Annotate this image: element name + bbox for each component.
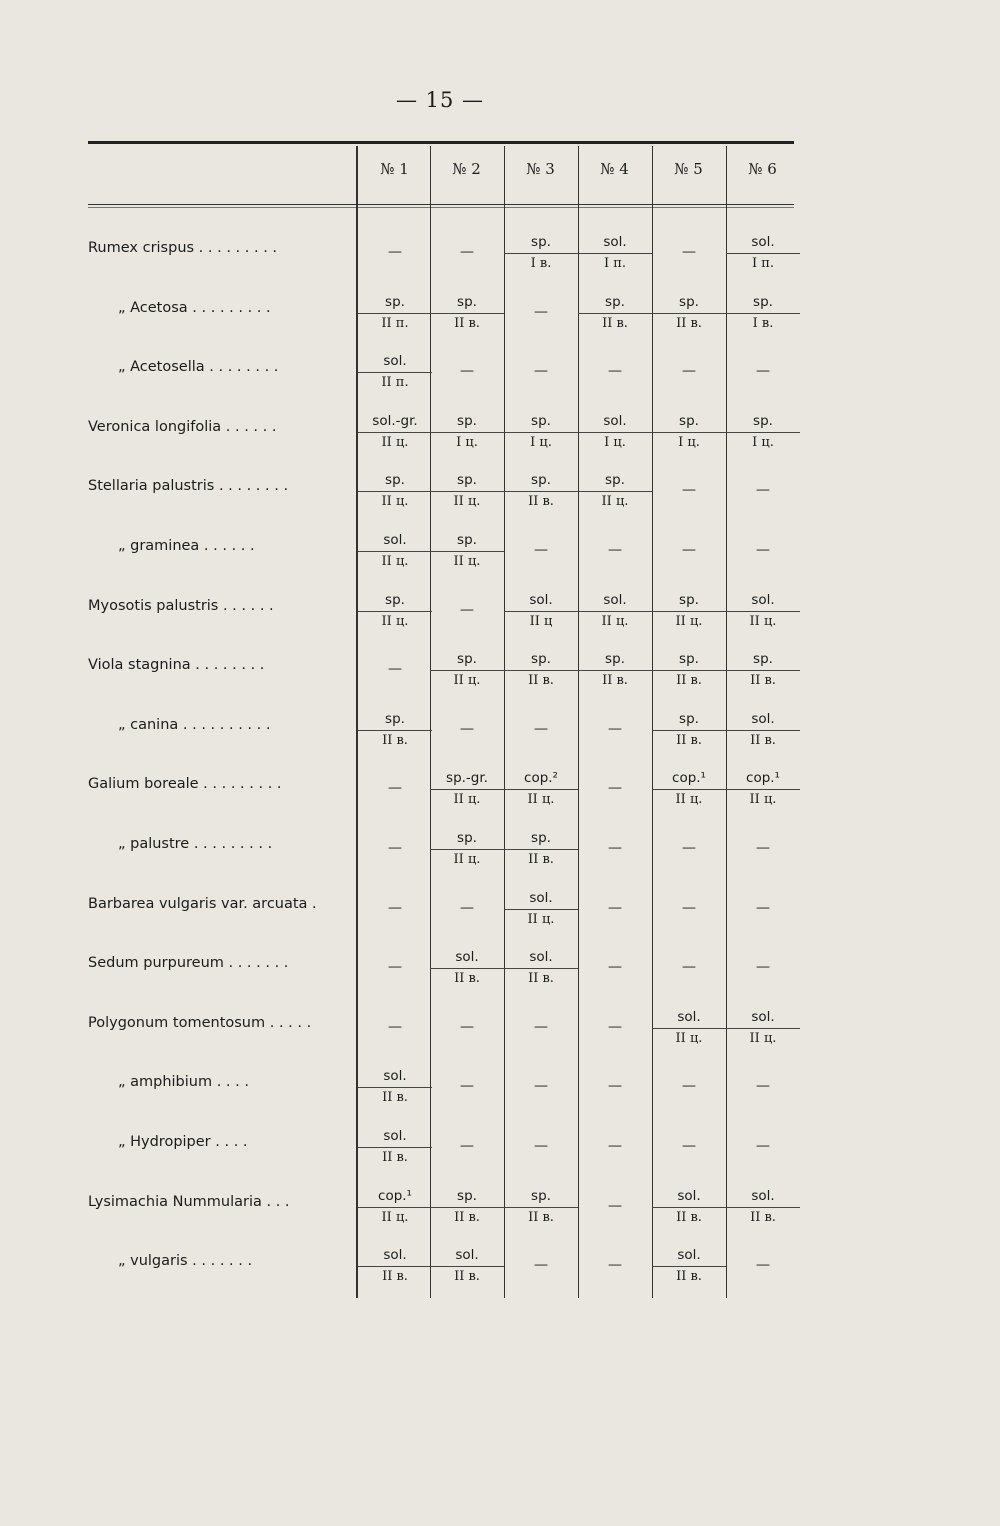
absent-dash: — xyxy=(608,1078,622,1095)
phenology-value: II ц. xyxy=(675,792,703,808)
absent-dash: — xyxy=(534,1257,548,1274)
table-cell xyxy=(578,1126,652,1168)
table-cell xyxy=(430,590,504,632)
table-cell xyxy=(726,232,800,274)
absent-dash: — xyxy=(756,1257,770,1274)
phenology-value: II ц. xyxy=(381,1209,409,1225)
phenology-value: II ц xyxy=(529,613,553,629)
phenology-value: II ц. xyxy=(675,613,703,629)
table-cell xyxy=(726,888,800,930)
abundance-value: sp. xyxy=(605,293,625,310)
abundance-value: sol. xyxy=(751,710,775,727)
abundance-value: sp. xyxy=(531,1187,551,1204)
phenology-value: II в. xyxy=(382,1269,408,1285)
table-cell xyxy=(358,470,432,512)
table-cell xyxy=(504,232,578,274)
phenology-value: II в. xyxy=(528,1209,554,1225)
table-cell xyxy=(652,292,726,334)
abundance-value: sp. xyxy=(753,651,773,668)
table-cell xyxy=(578,530,652,572)
absent-dash: — xyxy=(608,1197,622,1214)
absent-dash: — xyxy=(388,661,402,678)
phenology-value: II ц. xyxy=(601,494,629,510)
species-label: Galium boreale . . . . . . . . . xyxy=(88,776,282,793)
species-label: „ palustre . . . . . . . . . xyxy=(118,836,273,852)
phenology-value: II п. xyxy=(381,315,409,331)
absent-dash: — xyxy=(388,780,402,797)
phenology-value: II в. xyxy=(528,852,554,867)
table-cell xyxy=(358,351,432,393)
absent-dash: — xyxy=(534,1018,548,1035)
table-cell xyxy=(358,1186,432,1228)
phenology-value: I п. xyxy=(603,256,627,271)
abundance-value: sp.-gr. xyxy=(446,770,488,787)
table-cell xyxy=(430,292,504,334)
abundance-value: sol. xyxy=(455,949,479,966)
absent-dash: — xyxy=(460,601,474,618)
absent-dash: — xyxy=(756,899,770,916)
column-header: № 2 xyxy=(452,160,481,178)
table-cell xyxy=(504,768,578,810)
table-cell xyxy=(358,768,432,810)
table-cell xyxy=(504,1126,578,1168)
species-label: „ Acetosa . . . . . . . . . xyxy=(118,299,271,316)
absent-dash: — xyxy=(388,1018,402,1035)
phenology-value: II в. xyxy=(528,673,554,689)
page-number: — 15 — xyxy=(395,88,485,112)
table-cell xyxy=(578,590,652,632)
absent-dash: — xyxy=(460,1138,474,1154)
absent-dash: — xyxy=(608,1018,622,1035)
table-cell xyxy=(652,768,726,810)
abundance-value: sp. xyxy=(457,293,477,310)
table-cell xyxy=(578,888,652,930)
table-cell xyxy=(652,709,726,751)
table-cell xyxy=(504,470,578,512)
species-label: „ canina . . . . . . . . . . xyxy=(118,716,271,733)
abundance-value: sp. xyxy=(679,412,699,429)
table-cell xyxy=(430,470,504,512)
abundance-value: sp. xyxy=(531,651,551,668)
absent-dash: — xyxy=(460,1018,474,1035)
table-cell xyxy=(430,1245,504,1287)
abundance-value: sol. xyxy=(751,591,775,608)
abundance-value: sp. xyxy=(385,293,405,310)
phenology-value: II в. xyxy=(454,971,480,987)
phenology-value: II ц. xyxy=(527,911,555,927)
table-cell xyxy=(358,828,432,870)
abundance-value: sp. xyxy=(605,651,625,668)
phenology-value: II в. xyxy=(676,315,702,331)
absent-dash: — xyxy=(756,542,770,558)
abundance-value: sp. xyxy=(457,830,477,846)
absent-dash: — xyxy=(682,1138,696,1154)
abundance-value: sol. xyxy=(383,1068,407,1085)
species-label: Rumex crispus . . . . . . . . . xyxy=(88,240,278,256)
absent-dash: — xyxy=(388,840,402,856)
phenology-value: II ц. xyxy=(453,673,481,689)
species-label: Myosotis palustris . . . . . . xyxy=(88,597,274,614)
phenology-value: II в. xyxy=(382,1150,408,1165)
table-cell xyxy=(726,709,800,751)
table-cell xyxy=(652,1066,726,1108)
species-label: Sedum purpureum . . . . . . . xyxy=(88,955,289,972)
abundance-value: sp. xyxy=(531,472,551,489)
phenology-value: II в. xyxy=(676,732,702,748)
abundance-value: sol. xyxy=(677,1247,701,1264)
species-label: Stellaria palustris . . . . . . . . xyxy=(88,478,289,495)
phenology-value: I ц. xyxy=(678,434,700,450)
abundance-value: sol. xyxy=(751,1187,775,1204)
abundance-value: sol. xyxy=(603,234,627,250)
table-cell xyxy=(726,947,800,989)
table-cell xyxy=(504,1245,578,1287)
phenology-value: II ц. xyxy=(601,613,629,629)
absent-dash: — xyxy=(608,840,622,856)
absent-dash: — xyxy=(534,303,548,320)
absent-dash: — xyxy=(682,959,696,976)
table-cell xyxy=(430,1066,504,1108)
table-cell xyxy=(430,1186,504,1228)
table-cell xyxy=(578,292,652,334)
table-cell xyxy=(726,649,800,691)
table-cell xyxy=(430,709,504,751)
table-cell xyxy=(578,947,652,989)
phenology-value: II в. xyxy=(602,315,628,331)
phenology-value: II в. xyxy=(528,494,554,510)
table-cell xyxy=(504,530,578,572)
absent-dash: — xyxy=(682,244,696,260)
table-cell xyxy=(578,351,652,393)
table-cell xyxy=(652,649,726,691)
phenology-value: II ц. xyxy=(381,554,409,569)
abundance-value: sp. xyxy=(679,293,699,310)
absent-dash: — xyxy=(608,959,622,976)
phenology-value: I в. xyxy=(530,256,552,271)
absent-dash: — xyxy=(608,899,622,916)
column-header: № 4 xyxy=(600,160,629,178)
abundance-value: sol. xyxy=(529,889,553,906)
abundance-value: sp. xyxy=(679,591,699,608)
abundance-value: sol.-gr. xyxy=(372,412,418,429)
table-cell xyxy=(726,1126,800,1168)
table-cell xyxy=(652,947,726,989)
table-cell xyxy=(726,292,800,334)
table-cell xyxy=(358,590,432,632)
table-cell xyxy=(726,530,800,572)
absent-dash: — xyxy=(756,363,770,380)
column-header: № 5 xyxy=(674,160,703,178)
table-cell xyxy=(652,888,726,930)
phenology-value: II в. xyxy=(750,673,776,689)
table-cell xyxy=(578,649,652,691)
table-cell xyxy=(578,1066,652,1108)
table-header-rule-secondary xyxy=(88,207,794,208)
abundance-value: cop.¹ xyxy=(746,770,780,787)
table-cell xyxy=(726,828,800,870)
abundance-value: sol. xyxy=(383,1247,407,1264)
table-top-rule xyxy=(88,141,794,144)
phenology-value: II ц. xyxy=(675,1030,703,1046)
absent-dash: — xyxy=(608,542,622,558)
abundance-value: sol. xyxy=(677,1187,701,1204)
table-cell xyxy=(504,411,578,453)
abundance-value: sol. xyxy=(751,234,775,250)
absent-dash: — xyxy=(756,959,770,976)
phenology-value: II в. xyxy=(454,1209,480,1225)
phenology-value: II ц. xyxy=(453,852,481,867)
table-cell xyxy=(578,768,652,810)
phenology-value: II в. xyxy=(602,673,628,689)
phenology-value: II в. xyxy=(454,1269,480,1285)
species-label: Polygonum tomentosum . . . . . xyxy=(88,1014,312,1031)
abundance-value: sp. xyxy=(679,710,699,727)
table-cell xyxy=(726,768,800,810)
table-cell xyxy=(430,530,504,572)
abundance-value: sp. xyxy=(531,830,551,846)
abundance-value: cop.¹ xyxy=(378,1187,412,1204)
table-cell xyxy=(652,1245,726,1287)
abundance-value: sol. xyxy=(751,1008,775,1025)
table-cell xyxy=(652,1126,726,1168)
absent-dash: — xyxy=(460,244,474,260)
abundance-value: sp. xyxy=(457,412,477,429)
table-header-rule xyxy=(88,204,794,205)
phenology-value: II ц. xyxy=(381,613,409,629)
abundance-value: sol. xyxy=(455,1247,479,1264)
column-header: № 3 xyxy=(526,160,555,178)
species-label: „ amphibium . . . . xyxy=(118,1074,249,1091)
abundance-value: sol. xyxy=(383,532,407,548)
abundance-value: sp. xyxy=(605,472,625,489)
absent-dash: — xyxy=(460,899,474,916)
species-label: Lysimachia Nummularia . . . xyxy=(88,1193,290,1210)
table-cell xyxy=(504,649,578,691)
abundance-value: sp. xyxy=(457,1187,477,1204)
table-cell xyxy=(430,411,504,453)
abundance-value: sol. xyxy=(603,412,627,429)
table-cell xyxy=(430,351,504,393)
table-cell xyxy=(430,1007,504,1049)
abundance-value: sp. xyxy=(753,412,773,429)
table-cell xyxy=(652,590,726,632)
abundance-value: sp. xyxy=(679,651,699,668)
table-cell xyxy=(358,1007,432,1049)
phenology-value: II в. xyxy=(750,1209,776,1225)
absent-dash: — xyxy=(388,244,402,260)
phenology-value: I ц. xyxy=(752,434,774,450)
table-cell xyxy=(358,1126,432,1168)
table-cell xyxy=(578,470,652,512)
phenology-value: II ц. xyxy=(381,494,409,510)
absent-dash: — xyxy=(682,1078,696,1095)
species-label: „ graminea . . . . . . xyxy=(118,538,255,554)
absent-dash: — xyxy=(608,363,622,380)
table-cell xyxy=(726,1007,800,1049)
abundance-value: sol. xyxy=(677,1008,701,1025)
table-cell xyxy=(504,292,578,334)
phenology-value: II ц. xyxy=(749,613,777,629)
phenology-value: II ц. xyxy=(453,494,481,510)
abundance-value: cop.¹ xyxy=(672,770,706,787)
table-cell xyxy=(430,1126,504,1168)
abundance-value: sp. xyxy=(753,293,773,310)
table-cell xyxy=(726,590,800,632)
table-cell xyxy=(504,828,578,870)
table-cell xyxy=(358,411,432,453)
absent-dash: — xyxy=(682,542,696,558)
column-header: № 6 xyxy=(748,160,777,178)
phenology-value: II ц. xyxy=(527,792,555,808)
table-cell xyxy=(726,351,800,393)
phenology-value: I п. xyxy=(751,256,775,271)
table-cell xyxy=(578,828,652,870)
phenology-value: II ц. xyxy=(453,554,481,569)
table-cell xyxy=(578,232,652,274)
absent-dash: — xyxy=(534,363,548,380)
table-cell xyxy=(726,411,800,453)
table-cell xyxy=(652,411,726,453)
phenology-value: II ц. xyxy=(381,434,409,450)
absent-dash: — xyxy=(682,482,696,499)
table-cell xyxy=(504,1007,578,1049)
abundance-value: sp. xyxy=(385,472,405,489)
absent-dash: — xyxy=(756,1078,770,1095)
table-cell xyxy=(430,649,504,691)
absent-dash: — xyxy=(534,720,548,737)
abundance-value: sol. xyxy=(383,1128,407,1144)
absent-dash: — xyxy=(682,363,696,380)
abundance-value: sp. xyxy=(457,472,477,489)
species-label: Barbarea vulgaris var. arcuata . xyxy=(88,895,317,912)
abundance-value: sp. xyxy=(385,591,405,608)
abundance-value: sp. xyxy=(457,651,477,668)
abundance-value: cop.² xyxy=(524,770,558,787)
table-cell xyxy=(358,649,432,691)
phenology-value: II в. xyxy=(676,1209,702,1225)
table-cell xyxy=(726,1186,800,1228)
table-cell xyxy=(504,709,578,751)
table-cell xyxy=(358,888,432,930)
absent-dash: — xyxy=(460,363,474,380)
table-cell xyxy=(726,1066,800,1108)
absent-dash: — xyxy=(756,840,770,856)
phenology-value: II в. xyxy=(382,732,408,748)
table-cell xyxy=(504,351,578,393)
phenology-value: II в. xyxy=(676,673,702,689)
table-cell xyxy=(652,232,726,274)
species-label: Viola stagnina . . . . . . . . xyxy=(88,657,265,674)
absent-dash: — xyxy=(608,1257,622,1274)
abundance-value: sol. xyxy=(529,949,553,966)
table-cell xyxy=(726,1245,800,1287)
absent-dash: — xyxy=(608,1138,622,1154)
species-label: „ vulgaris . . . . . . . xyxy=(118,1253,253,1270)
phenology-value: I ц. xyxy=(604,434,626,450)
phenology-value: II в. xyxy=(528,971,554,987)
absent-dash: — xyxy=(682,899,696,916)
absent-dash: — xyxy=(608,720,622,737)
table-cell xyxy=(578,1007,652,1049)
phenology-value: II ц. xyxy=(453,792,481,808)
phenology-value: II в. xyxy=(454,315,480,331)
table-cell xyxy=(430,232,504,274)
absent-dash: — xyxy=(460,1078,474,1095)
species-label: „ Acetosella . . . . . . . . xyxy=(118,359,279,376)
table-cell xyxy=(652,1186,726,1228)
table-cell xyxy=(358,1066,432,1108)
phenology-value: I ц. xyxy=(530,434,552,450)
table-cell xyxy=(430,947,504,989)
abundance-value: sp. xyxy=(531,412,551,429)
phenology-value: I в. xyxy=(752,315,774,331)
abundance-value: sp. xyxy=(457,532,477,548)
table-cell xyxy=(652,1007,726,1049)
absent-dash: — xyxy=(608,780,622,797)
absent-dash: — xyxy=(534,1138,548,1154)
table-cell xyxy=(504,888,578,930)
phenology-value: II в. xyxy=(382,1090,408,1106)
species-label: „ Hydropiper . . . . xyxy=(118,1134,248,1150)
table-cell xyxy=(358,1245,432,1287)
absent-dash: — xyxy=(534,542,548,558)
table-cell xyxy=(504,947,578,989)
table-cell xyxy=(578,411,652,453)
abundance-value: sol. xyxy=(383,353,407,370)
column-header: № 1 xyxy=(380,160,409,178)
table-cell xyxy=(430,768,504,810)
abundance-value: sol. xyxy=(529,591,553,608)
absent-dash: — xyxy=(388,959,402,976)
table-cell xyxy=(726,470,800,512)
table-cell xyxy=(358,292,432,334)
table-cell xyxy=(430,828,504,870)
absent-dash: — xyxy=(682,840,696,856)
absent-dash: — xyxy=(460,720,474,737)
table-cell xyxy=(578,1186,652,1228)
table-cell xyxy=(358,709,432,751)
phenology-value: I ц. xyxy=(456,434,478,450)
phenology-value: II ц. xyxy=(749,792,777,808)
table-cell xyxy=(504,590,578,632)
table-cell xyxy=(504,1066,578,1108)
phenology-value: II ц. xyxy=(749,1030,777,1046)
abundance-value: sp. xyxy=(531,234,551,250)
absent-dash: — xyxy=(388,899,402,916)
table-cell xyxy=(504,1186,578,1228)
abundance-value: sol. xyxy=(603,591,627,608)
table-cell xyxy=(652,530,726,572)
table-cell xyxy=(358,947,432,989)
absent-dash: — xyxy=(756,1138,770,1154)
table-cell xyxy=(652,828,726,870)
phenology-value: II п. xyxy=(381,375,409,391)
phenology-value: II в. xyxy=(750,732,776,748)
table-cell xyxy=(358,232,432,274)
table-cell xyxy=(358,530,432,572)
phenology-value: II в. xyxy=(676,1269,702,1285)
table-cell xyxy=(578,1245,652,1287)
absent-dash: — xyxy=(534,1078,548,1095)
table-cell xyxy=(652,351,726,393)
abundance-value: sp. xyxy=(385,710,405,727)
table-cell xyxy=(578,709,652,751)
table-cell xyxy=(652,470,726,512)
table-cell xyxy=(430,888,504,930)
absent-dash: — xyxy=(756,482,770,499)
species-label: Veronica longifolia . . . . . . xyxy=(88,418,277,435)
